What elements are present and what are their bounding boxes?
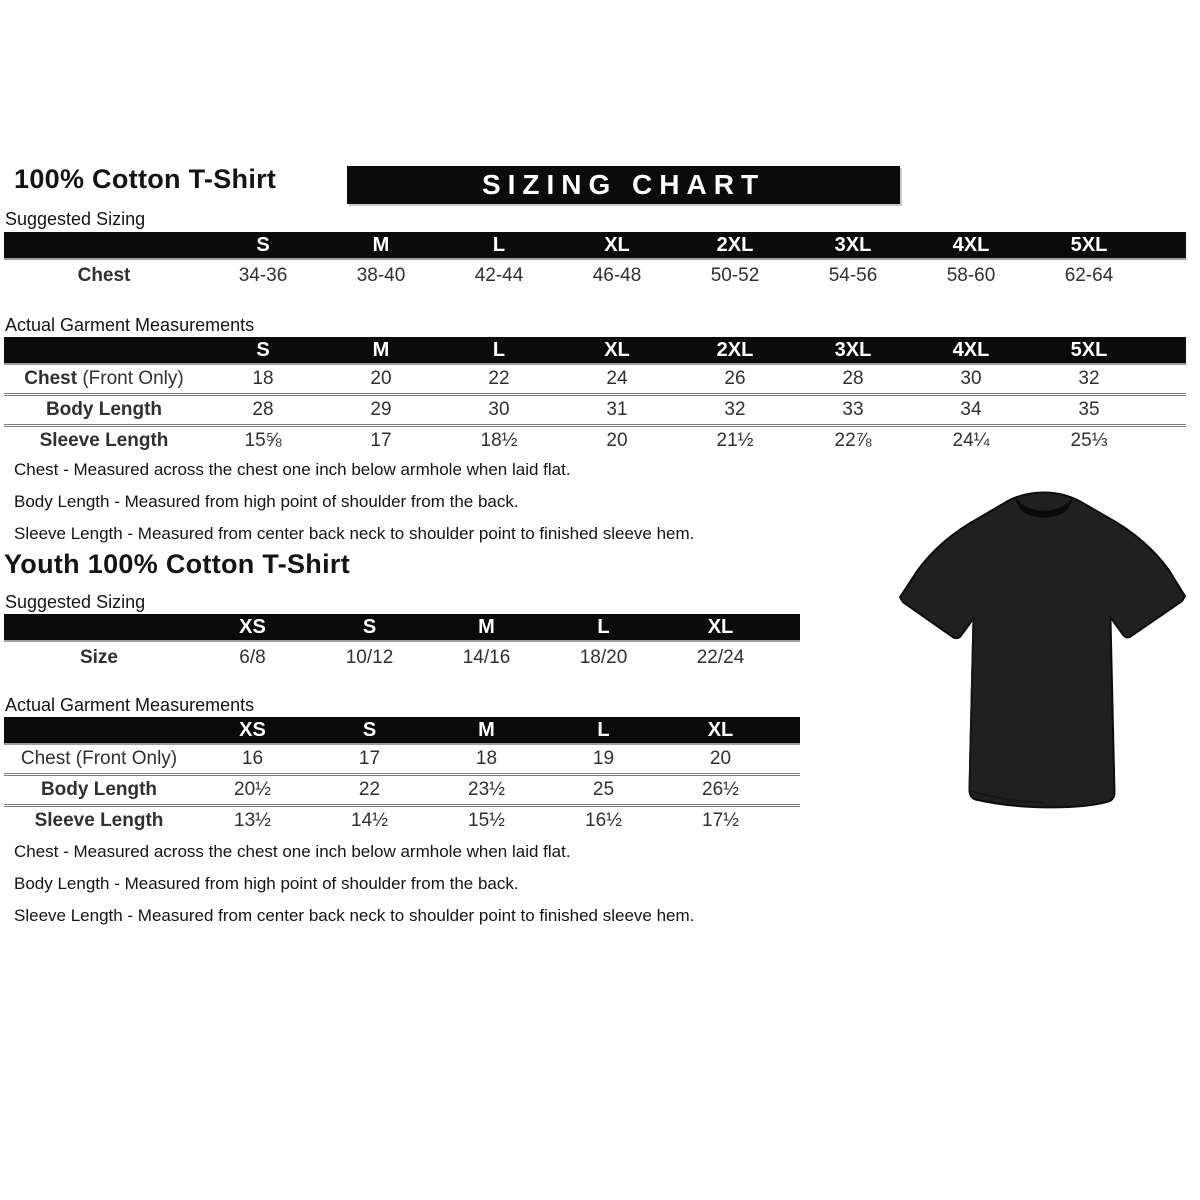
cell: 17: [358, 748, 381, 769]
cell: 19: [592, 748, 615, 769]
size-column-header: XL: [662, 717, 779, 744]
adult-suggested-heading: Suggested Sizing: [5, 209, 146, 229]
cell: 38-40: [356, 264, 406, 286]
spacer-cell: [1148, 337, 1186, 364]
row-label: Size: [79, 646, 119, 668]
sizing-chart-banner: [347, 166, 900, 204]
cell: 62-64: [1064, 264, 1114, 286]
adult-suggested-table: [4, 232, 1186, 291]
cell: 30: [960, 368, 982, 389]
size-column-header: S: [311, 717, 428, 744]
cell: 29: [322, 395, 440, 426]
tshirt-photo: [893, 470, 1195, 818]
cell: 17: [322, 426, 440, 456]
spacer-cell: [779, 717, 800, 744]
size-column-header: XL: [558, 337, 676, 364]
cell: 58-60: [946, 264, 996, 286]
size-column-header: 4XL: [912, 232, 1030, 259]
cell: 34-36: [238, 264, 288, 286]
spacer-cell: [779, 775, 800, 806]
table-row: [4, 806, 800, 836]
size-column-header: 3XL: [794, 232, 912, 259]
corner-cell: [4, 614, 194, 641]
size-column-header: XL: [662, 614, 779, 641]
size-column-header: M: [428, 614, 545, 641]
cell: 26½: [662, 775, 779, 806]
cell: 24¼: [912, 426, 1030, 456]
cell: 22: [311, 775, 428, 806]
row-label-suffix: Chest (Front Only): [20, 748, 178, 769]
size-column-header: S: [311, 614, 428, 641]
size-column-header: 5XL: [1030, 232, 1148, 259]
cell: 25: [545, 775, 662, 806]
cell: 54-56: [828, 264, 878, 286]
youth-suggested-header-row: [4, 614, 800, 641]
spacer-cell: [779, 806, 800, 836]
cell: 34: [912, 395, 1030, 426]
page-title: 100% Cotton T-Shirt: [14, 164, 277, 194]
spacer-cell: [1148, 364, 1186, 395]
cell: 6/8: [239, 646, 266, 668]
cell: 13½: [194, 806, 311, 836]
table-row: [4, 426, 1186, 456]
size-column-header: L: [545, 614, 662, 641]
cell: 24: [606, 368, 628, 389]
cell: 22/24: [696, 646, 745, 668]
spacer-cell: [779, 614, 800, 641]
note-line: Sleeve Length - Measured from center back neck to shoulder point to finished sleeve hem.: [14, 906, 695, 925]
youth-title: Youth 100% Cotton T-Shirt: [4, 549, 350, 579]
corner-cell: [4, 337, 204, 364]
cell: 28: [842, 368, 864, 389]
corner-cell: [4, 717, 194, 744]
row-label: Body Length: [4, 395, 204, 426]
cell: 14/16: [462, 646, 511, 668]
cell: 23½: [428, 775, 545, 806]
cell: 50-52: [710, 264, 760, 286]
adult-measurement-notes: [14, 458, 694, 554]
size-column-header: 2XL: [676, 337, 794, 364]
row-label: Chest: [77, 264, 131, 286]
row-label: [4, 364, 204, 395]
table-row: [4, 395, 1186, 426]
size-column-header: XL: [558, 232, 676, 259]
table-row: [4, 744, 800, 775]
size-column-header: S: [204, 337, 322, 364]
cell: 32: [676, 395, 794, 426]
table-row: [4, 641, 800, 673]
sizing-chart-banner-label: SIZING CHART: [481, 169, 766, 200]
adult-actual-header-row: [4, 337, 1186, 364]
cell: 17½: [662, 806, 779, 836]
note-line: Body Length - Measured from high point of shoulder from the back.: [14, 492, 519, 511]
cell: 21½: [676, 426, 794, 456]
size-column-header: L: [440, 232, 558, 259]
cell: 20: [558, 426, 676, 456]
size-column-header: S: [204, 232, 322, 259]
cell: 30: [440, 395, 558, 426]
cell: 22: [488, 368, 510, 389]
table-row: [4, 259, 1186, 291]
size-column-header: M: [428, 717, 545, 744]
spacer-cell: [779, 744, 800, 775]
row-label: Body Length: [4, 775, 194, 806]
row-label-main: Chest: [24, 368, 78, 389]
cell: 22⅞: [794, 426, 912, 456]
corner-cell: [4, 232, 204, 259]
cell: 20: [370, 368, 392, 389]
adult-suggested-header-row: [4, 232, 1186, 259]
spacer-cell: [1148, 259, 1186, 291]
cell: 35: [1030, 395, 1148, 426]
cell: 20½: [194, 775, 311, 806]
cell: 16½: [545, 806, 662, 836]
cell: 18: [252, 368, 274, 389]
size-column-header: L: [440, 337, 558, 364]
cell: 31: [558, 395, 676, 426]
cell: 28: [204, 395, 322, 426]
table-row: [4, 775, 800, 806]
cell: 18/20: [579, 646, 628, 668]
cell: 32: [1078, 368, 1100, 389]
spacer-cell: [779, 641, 800, 673]
cell: 18: [475, 748, 498, 769]
youth-actual-table: [4, 717, 800, 835]
adult-actual-heading: Actual Garment Measurements: [5, 315, 255, 335]
row-label: Sleeve Length: [4, 806, 194, 836]
size-column-header: 4XL: [912, 337, 1030, 364]
cell: 25⅓: [1030, 426, 1148, 456]
cell: 10/12: [345, 646, 394, 668]
youth-actual-heading: Actual Garment Measurements: [5, 695, 255, 715]
adult-actual-table: [4, 337, 1186, 455]
size-column-header: M: [322, 337, 440, 364]
cell: 15⅝: [204, 426, 322, 456]
size-column-header: XS: [194, 717, 311, 744]
note-line: Chest - Measured across the chest one inch below armhole when laid flat.: [14, 460, 571, 479]
size-column-header: XS: [194, 614, 311, 641]
size-column-header: M: [322, 232, 440, 259]
note-line: Body Length - Measured from high point of shoulder from the back.: [14, 874, 519, 893]
size-column-header: 2XL: [676, 232, 794, 259]
youth-suggested-heading: Suggested Sizing: [5, 592, 146, 612]
row-label-suffix: (Front Only): [77, 368, 184, 389]
cell: 16: [241, 748, 264, 769]
spacer-cell: [1148, 426, 1186, 456]
note-line: Chest - Measured across the chest one inch below armhole when laid flat.: [14, 842, 571, 861]
row-label: Sleeve Length: [4, 426, 204, 456]
youth-suggested-table: [4, 614, 800, 673]
cell: 18½: [440, 426, 558, 456]
cell: 46-48: [592, 264, 642, 286]
spacer-cell: [1148, 395, 1186, 426]
size-column-header: 3XL: [794, 337, 912, 364]
size-column-header: 5XL: [1030, 337, 1148, 364]
table-row: [4, 364, 1186, 395]
cell: 14½: [311, 806, 428, 836]
youth-measurement-notes: [14, 840, 694, 936]
cell: 20: [709, 748, 732, 769]
cell: 42-44: [474, 264, 524, 286]
spacer-cell: [1148, 232, 1186, 259]
youth-actual-header-row: [4, 717, 800, 744]
cell: 15½: [428, 806, 545, 836]
cell: 26: [724, 368, 746, 389]
row-label: [4, 744, 194, 775]
note-line: Sleeve Length - Measured from center back neck to shoulder point to finished sleeve hem.: [14, 524, 695, 543]
cell: 33: [794, 395, 912, 426]
black-tshirt-icon: [893, 470, 1195, 818]
size-column-header: L: [545, 717, 662, 744]
